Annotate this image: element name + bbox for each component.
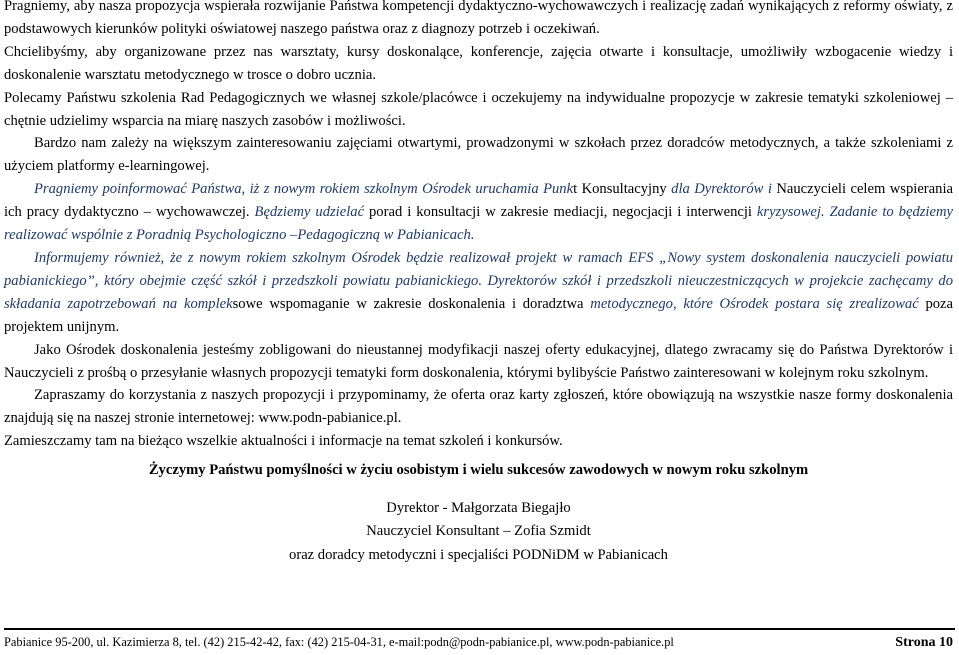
new-year-wishes: Życzymy Państwu pomyślności w życiu osobistym i wielu sukcesów zawodowych w nowym roku szkolnym (148, 462, 809, 479)
paragraph-efs-project (4, 247, 953, 339)
page-number: Strona 10 (895, 635, 953, 650)
paragraph-training: Polecamy Państwu szkolenia Rad Pedagogicznych we własnej szkole/placówce i oczekujemy na indywidualne propozycje w zakresie tematyki szkoleniowej – chętnie udzielimy wsparcia na miarę naszych zasobów i możliwości. (4, 89, 953, 129)
paragraph-offer-modification: Jako Ośrodek doskonalenia jesteśmy zobligowani do nieustannej modyfikacji naszej oferty edukacyjnej, dlatego zwracamy się do Państwa Dyrektorów i Nauczycieli z prośbą o przesyłanie własnych propozycji tematyki form doskonalenia, którymi bylibyście Państwo zainteresowani w kolejnym roku szkolnym. (4, 341, 953, 381)
p5-span-1: Pragniemy poinformować Państwa, iż z nowym rokiem szkolnym Ośrodek uruchamia Punk (34, 181, 574, 198)
document-body (4, 0, 953, 567)
p6-span-4: metodycznego, które Ośrodek postara się zrealizować (590, 295, 919, 312)
p5-span-7: kryzysowej. Zadanie to będziemy realizować wspólnie z Poradnią Psychologiczno –Pedagogiczną w Pabianicach. (4, 204, 953, 244)
p5-span-4: Nauczycieli celem wspierania ich pracy dydaktyczno – wychowawczej. (4, 181, 953, 221)
paragraph-invitation: Zapraszamy do korzystania z naszych propozycji i przypominamy, że oferta oraz karty zgłoszeń, które obowiązują na wszystkie nasze formy doskonalenia znajdują się na naszej stronie internetowej: www.podn-pabianice.pl. (4, 387, 953, 427)
signature-advisors: oraz doradcy metodyczni i specjaliści PODNiDM w Pabianicach (289, 546, 668, 563)
p5-span-2: t Konsultacyjny (573, 181, 672, 198)
footer-address: Pabianice 95-200, ul. Kazimierza 8, tel. (42) 215-42-42, fax: (42) 215-04-31, e-mail:podn@podn-pabianice.pl, www.podn-pabianice.pl (4, 635, 674, 649)
p5-span-5: Będziemy udzielać (254, 204, 365, 221)
paragraph-intro: Pragniemy, aby nasza propozycja wspierała rozwijanie Państwa kompetencji dydaktyczno-wychowawczych i realizację zadań wynikających z reformy oświaty, z podstawowych kierunków polityki oświatowej naszego państwa oraz z diagnozy potrzeb i oczekiwań. (4, 0, 953, 37)
signature-director: Dyrektor - Małgorzata Biegajło (386, 500, 571, 517)
paragraph-open-classes: Bardzo nam zależy na większym zainteresowaniu zajęciami otwartymi, prowadzonymi w szkołach przez doradców metodycznych, a także szkoleniami z użyciem platformy e-learningowej. (4, 135, 953, 175)
signature-block (4, 497, 953, 567)
footer-divider (4, 628, 955, 630)
paragraph-news: Zamieszczamy tam na bieżąco wszelkie aktualności i informacje na temat szkoleń i konkursów. (4, 433, 563, 450)
paragraph-consultation-point (4, 178, 953, 247)
paragraph-workshops: Chcielibyśmy, aby organizowane przez nas warsztaty, kursy doskonalące, konferencje, zajęcia otwarte i konsultacje, umożliwiły wzbogacenie wiedzy i doskonalenie warsztatu metodycznego w trosce o dobro ucznia. (4, 43, 953, 83)
page-footer (4, 634, 953, 651)
p6-span-3: sowe wspomaganie w zakresie doskonalenia i doradztwa (232, 295, 591, 312)
p6-span-5: poza projektem unijnym. (4, 295, 954, 335)
p5-span-3: dla Dyrektorów i (671, 181, 772, 198)
p6-span-2: oli nieuczestniczących w projekcie zachęcamy do składania zapotrzebowań na komplek (4, 272, 954, 312)
p5-span-6: porad i konsultacji w zakresie mediacji, negocjacji i interwencji (364, 204, 757, 221)
signature-consultant: Nauczyciel Konsultant – Zofia Szmidt (366, 523, 591, 540)
p6-span-1: Informujemy również, że z nowym rokiem szkolnym Ośrodek będzie realizował projekt w ramach EFS „Nowy system doskonalenia nauczycieli powiatu pabianickiego”, który obejmie część szkół i przedszkoli powiatu pabianickiego. Dyrektorów szkół i przedszk (4, 249, 953, 289)
